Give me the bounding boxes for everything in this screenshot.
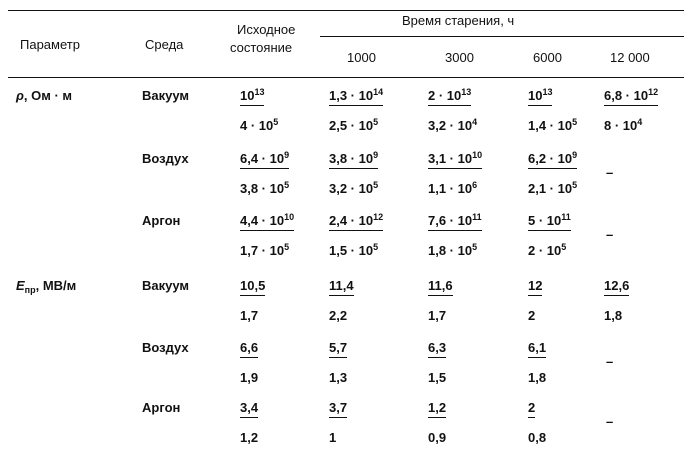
value-denominator <box>240 181 289 197</box>
number-exponent: 10 <box>284 212 295 222</box>
medium-name: Воздух <box>142 151 189 166</box>
value-numerator <box>528 400 535 418</box>
number-mantissa: 1,7 <box>428 308 447 323</box>
parameter-symbol: E <box>16 278 25 293</box>
number-exponent: 13 <box>461 87 472 97</box>
number-mantissa: 2,2 <box>329 308 348 323</box>
header-hours-1000: 1000 <box>347 50 376 65</box>
parameter-unit: , Ом · м <box>23 88 72 103</box>
value-numerator <box>528 278 542 296</box>
medium-name: Вакуум <box>142 278 190 293</box>
number-exponent: 5 <box>472 242 478 252</box>
number-mantissa: 1,2 <box>428 400 447 415</box>
number-mantissa: 3,2 · 10 <box>428 118 473 133</box>
number-mantissa: 4 · 10 <box>240 118 274 133</box>
header-bottom-rule <box>8 77 684 78</box>
value-numerator <box>329 151 378 169</box>
value-denominator <box>528 181 577 197</box>
header-medium: Среда <box>145 37 184 52</box>
number-mantissa: 6,8 · 10 <box>604 88 649 103</box>
number-mantissa: 1,1 · 10 <box>428 181 473 196</box>
value-denominator <box>240 308 258 324</box>
number-mantissa: 8 · 10 <box>604 118 638 133</box>
value-numerator <box>329 213 383 231</box>
number-mantissa: 5,7 <box>329 340 348 355</box>
value-denominator <box>428 181 477 197</box>
number-mantissa: 2 · 10 <box>428 88 462 103</box>
value-denominator <box>240 118 278 134</box>
number-mantissa: 1,8 <box>528 370 547 385</box>
number-exponent: 9 <box>572 150 578 160</box>
value-denominator <box>528 370 546 386</box>
medium-name: Воздух <box>142 340 189 355</box>
value-denominator <box>428 118 477 134</box>
number-mantissa: 11,6 <box>428 278 453 293</box>
table-top-rule <box>8 10 684 11</box>
number-exponent: 5 <box>373 117 379 127</box>
value-numerator <box>604 278 629 296</box>
number-mantissa: 6,6 <box>240 340 259 355</box>
number-mantissa: 1,5 <box>428 370 447 385</box>
parameter-name <box>16 88 72 104</box>
number-mantissa: 1,9 <box>240 370 259 385</box>
number-mantissa: 3,1 · 10 <box>428 151 473 166</box>
value-numerator <box>528 213 571 231</box>
value-denominator <box>528 430 546 446</box>
number-mantissa: 3,2 · 10 <box>329 181 374 196</box>
parameter-unit: , МВ/м <box>35 278 77 293</box>
value-denominator <box>528 118 577 134</box>
value-denominator <box>329 430 336 446</box>
number-mantissa: 6,3 <box>428 340 447 355</box>
value-numerator <box>240 213 294 231</box>
number-mantissa: 11,4 <box>329 278 354 293</box>
value-denominator <box>428 308 446 324</box>
number-mantissa: 10 <box>240 88 255 103</box>
value-numerator <box>329 400 347 418</box>
value-denominator <box>329 118 378 134</box>
medium-name: Аргон <box>142 400 181 415</box>
number-exponent: 5 <box>572 117 578 127</box>
value-denominator <box>329 243 378 259</box>
number-mantissa: 1,5 · 10 <box>329 243 374 258</box>
number-exponent: 14 <box>373 87 384 97</box>
value-numerator <box>240 340 258 358</box>
number-exponent: 11 <box>561 212 571 222</box>
number-mantissa: 10 <box>528 88 543 103</box>
header-hours-3000: 3000 <box>445 50 474 65</box>
number-exponent: 4 <box>472 117 478 127</box>
number-exponent: 13 <box>542 87 553 97</box>
number-exponent: 5 <box>284 180 290 190</box>
medium-name: Аргон <box>142 213 181 228</box>
number-mantissa: 1 <box>329 430 337 445</box>
number-mantissa: 1,4 · 10 <box>528 118 573 133</box>
value-numerator <box>428 213 482 231</box>
value-denominator <box>240 430 258 446</box>
number-mantissa: 1,7 <box>240 308 259 323</box>
value-denominator <box>428 430 446 446</box>
number-mantissa: 1,2 <box>240 430 259 445</box>
value-numerator <box>428 340 446 358</box>
number-mantissa: 3,7 <box>329 400 348 415</box>
number-mantissa: 12,6 <box>604 278 630 293</box>
number-exponent: 9 <box>373 150 379 160</box>
number-mantissa: 2 · 10 <box>528 243 562 258</box>
empty-value-dash: – <box>606 414 614 429</box>
number-mantissa: 1,3 <box>329 370 348 385</box>
number-exponent: 12 <box>648 87 659 97</box>
number-exponent: 12 <box>373 212 384 222</box>
value-numerator <box>240 151 289 169</box>
number-mantissa: 10,5 <box>240 278 266 293</box>
header-hours-12000: 12 000 <box>610 50 650 65</box>
parameter-subscript: пр <box>24 285 36 295</box>
value-numerator <box>329 278 354 296</box>
number-mantissa: 2 <box>528 400 536 415</box>
number-exponent: 5 <box>373 242 379 252</box>
header-initial-line1: Исходное <box>237 22 296 37</box>
medium-name: Вакуум <box>142 88 190 103</box>
number-mantissa: 3,8 · 10 <box>329 151 374 166</box>
value-numerator <box>428 151 482 169</box>
number-mantissa: 2,4 · 10 <box>329 213 374 228</box>
number-mantissa: 0,8 <box>528 430 547 445</box>
number-mantissa: 5 · 10 <box>528 213 562 228</box>
value-numerator <box>329 340 347 358</box>
number-mantissa: 1,8 <box>604 308 623 323</box>
value-numerator <box>528 88 552 106</box>
number-mantissa: 6,1 <box>528 340 547 355</box>
header-aging-time: Время старения, ч <box>402 13 515 28</box>
parameter-name <box>16 278 76 294</box>
number-exponent: 5 <box>561 242 567 252</box>
empty-value-dash: – <box>606 227 614 242</box>
number-mantissa: 1,8 · 10 <box>428 243 473 258</box>
header-initial-line2: состояние <box>230 40 293 55</box>
number-mantissa: 0,9 <box>428 430 447 445</box>
number-mantissa: 1,7 · 10 <box>240 243 285 258</box>
value-denominator <box>528 308 535 324</box>
value-numerator <box>240 278 265 296</box>
number-exponent: 13 <box>254 87 265 97</box>
number-exponent: 5 <box>572 180 578 190</box>
number-exponent: 5 <box>273 117 279 127</box>
number-mantissa: 4,4 · 10 <box>240 213 285 228</box>
value-denominator <box>329 181 378 197</box>
number-mantissa: 3,8 · 10 <box>240 181 285 196</box>
number-mantissa: 3,4 <box>240 400 259 415</box>
value-denominator <box>428 370 446 386</box>
number-exponent: 5 <box>373 180 379 190</box>
number-mantissa: 1,3 · 10 <box>329 88 374 103</box>
number-exponent: 6 <box>472 180 478 190</box>
value-numerator <box>329 88 383 106</box>
value-numerator <box>528 151 577 169</box>
number-exponent: 9 <box>284 150 290 160</box>
number-exponent: 11 <box>472 212 482 222</box>
value-denominator <box>528 243 566 259</box>
value-numerator <box>528 340 546 358</box>
value-denominator <box>428 243 477 259</box>
value-numerator <box>240 400 258 418</box>
number-mantissa: 7,6 · 10 <box>428 213 473 228</box>
value-denominator <box>604 118 642 134</box>
value-denominator <box>329 308 347 324</box>
number-mantissa: 2,1 · 10 <box>528 181 573 196</box>
header-hours-6000: 6000 <box>533 50 562 65</box>
value-denominator <box>240 370 258 386</box>
empty-value-dash: – <box>606 354 614 369</box>
number-exponent: 4 <box>637 117 643 127</box>
number-exponent: 10 <box>472 150 483 160</box>
parameter-symbol: ρ <box>16 88 24 103</box>
number-mantissa: 12 <box>528 278 543 293</box>
value-denominator <box>329 370 347 386</box>
value-numerator <box>428 400 446 418</box>
number-mantissa: 2 <box>528 308 536 323</box>
empty-value-dash: – <box>606 165 614 180</box>
number-mantissa: 6,4 · 10 <box>240 151 285 166</box>
value-numerator <box>428 88 471 106</box>
value-numerator <box>240 88 264 106</box>
value-numerator <box>428 278 453 296</box>
value-denominator <box>604 308 622 324</box>
number-mantissa: 6,2 · 10 <box>528 151 573 166</box>
number-mantissa: 2,5 · 10 <box>329 118 374 133</box>
value-numerator <box>604 88 658 106</box>
value-denominator <box>240 243 289 259</box>
header-param: Параметр <box>20 37 80 52</box>
number-exponent: 5 <box>284 242 290 252</box>
aging-group-rule <box>320 36 684 37</box>
